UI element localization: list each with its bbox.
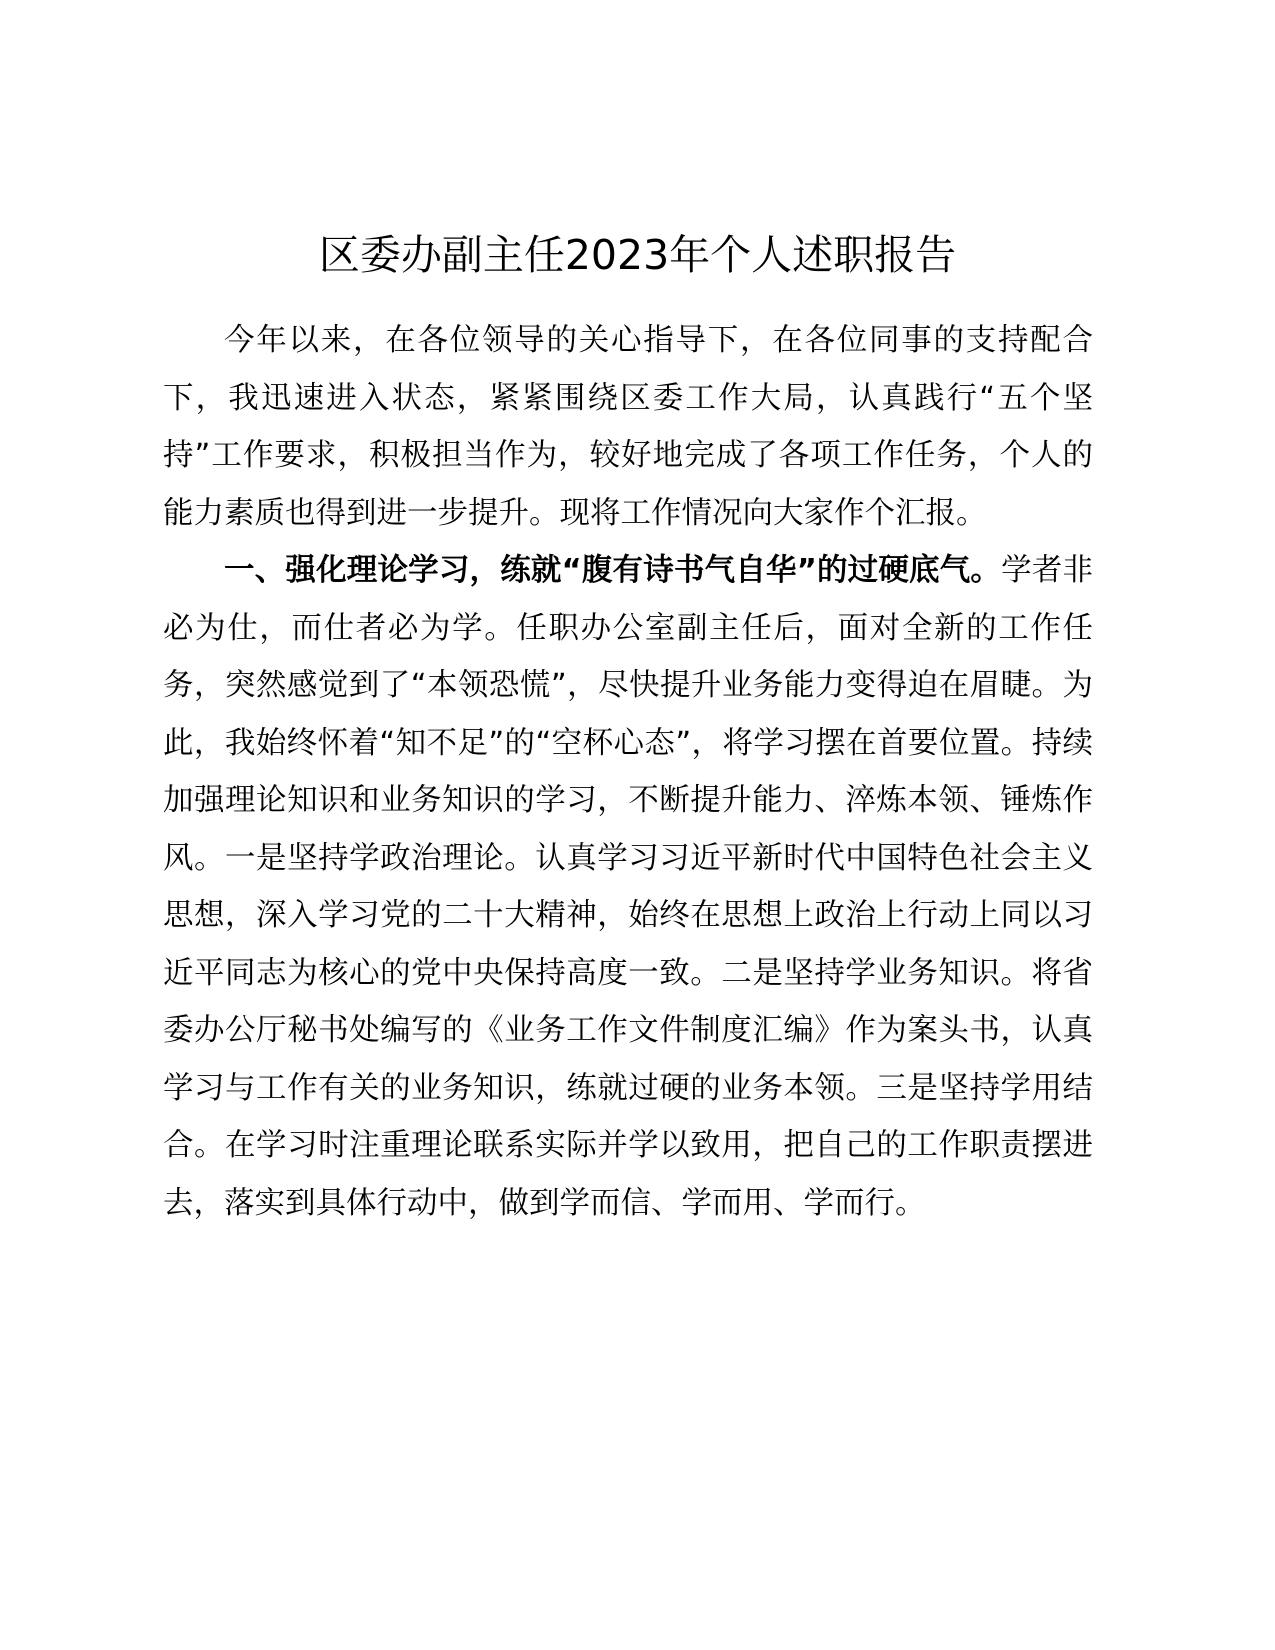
document-body (163, 312, 1093, 1232)
intro-paragraph-text: 今年以来，在各位领导的关心指导下，在各位同事的支持配合下，我迅速进入状态，紧紧围绕区委工作大局，认真践行“五个坚持”工作要求，积极担当作为，较好地完成了各项工作任务，个人的能力素质也得到进一步提升。现将工作情况向大家作个汇报。 (163, 323, 1093, 531)
document-title: 区委办副主任2023年个人述职报告 (318, 231, 957, 279)
intro-paragraph (163, 312, 1093, 542)
section-one-text: 学者非必为仕，而仕者必为学。任职办公室副主任后，面对全新的工作任务，突然感觉到了“本领恐慌”，尽快提升业务能力变得迫在眉睫。为此，我始终怀着“知不足”的“空杯心态”，将学习摆在首要位置。持续加强理论知识和业务知识的学习，不断提升能力、淬炼本领、锤炼作风。一是坚持学政治理论。认真学习习近平新时代中国特色社会主义思想，深入学习党的二十大精神，始终在思想上政治上行动上同以习近平同志为核心的党中央保持高度一致。二是坚持学业务知识。将省委办公厅秘书处编写的《业务工作文件制度汇编》作为案头书，认真学习与工作有关的业务知识，练就过硬的业务本领。三是坚持学用结合。在学习时注重理论联系实际并学以致用，把自己的工作职责摆进去，落实到具体行动中，做到学而信、学而用、学而行。 (163, 553, 1093, 1221)
section-one-heading: 一、强化理论学习，练就“腹有诗书气自华”的过硬底气。 (224, 553, 1002, 588)
section-one-paragraph (163, 542, 1093, 1232)
